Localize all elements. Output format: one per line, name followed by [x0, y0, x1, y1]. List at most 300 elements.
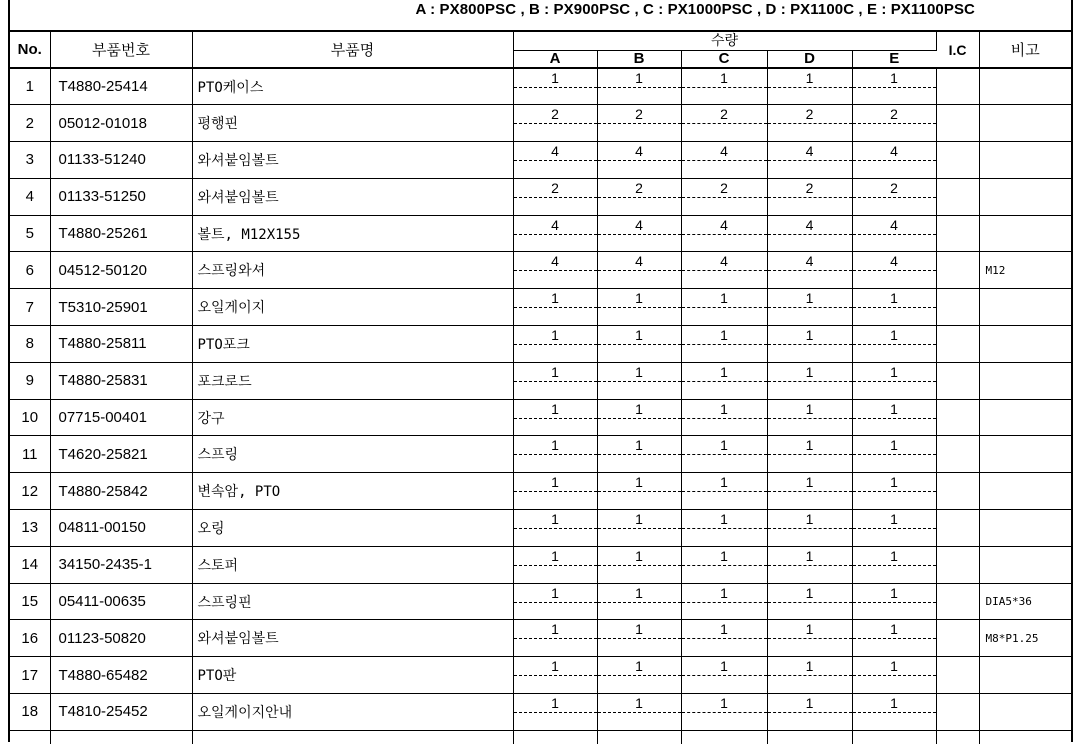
qty-cell-e — [852, 178, 936, 215]
header-quantity: 수량 — [513, 32, 936, 50]
part-number: 04811-00150 — [50, 510, 192, 547]
ic-cell — [936, 178, 979, 215]
qty-cell-b — [597, 178, 681, 215]
part-number: 34150-2435-1 — [50, 546, 192, 583]
table-row — [10, 215, 1071, 252]
qty-value-d: 1 — [768, 658, 852, 676]
row-number: 9 — [10, 362, 50, 399]
part-number: T4880-25414 — [50, 68, 192, 105]
part-number: 01133-51250 — [50, 178, 192, 215]
qty-value-c: 1 — [682, 585, 767, 603]
part-number: T5310-25901 — [50, 289, 192, 326]
header-qty-e: E — [852, 50, 936, 68]
part-name: 강구 — [192, 399, 513, 436]
qty-value-c: 2 — [682, 106, 767, 124]
qty-cell-c — [681, 252, 767, 289]
qty-value-e: 1 — [853, 474, 936, 492]
qty-cell-d — [767, 657, 852, 694]
table-row — [10, 105, 1071, 142]
part-name: 변속암, PTO — [192, 473, 513, 510]
qty-value-e: 1 — [853, 70, 936, 88]
qty-value-a: 1 — [514, 621, 597, 639]
qty-value-a: 1 — [514, 585, 597, 603]
qty-cell-a — [513, 694, 597, 731]
qty-value-b: 1 — [598, 695, 681, 713]
table-row — [10, 289, 1071, 326]
header-no: No. — [10, 32, 50, 68]
row-number: 7 — [10, 289, 50, 326]
qty-value-c: 1 — [682, 511, 767, 529]
ic-cell — [936, 68, 979, 105]
part-number: T4880-25811 — [50, 326, 192, 363]
parts-table-body — [10, 68, 1071, 744]
part-name: PTO케이스 — [192, 68, 513, 105]
table-row — [10, 620, 1071, 657]
qty-value-b: 1 — [598, 621, 681, 639]
qty-cell-b — [597, 583, 681, 620]
part-name: 스토퍼 — [192, 546, 513, 583]
qty-value-e: 1 — [853, 327, 936, 345]
part-name: 오일게이지안내 — [192, 694, 513, 731]
remark-cell — [979, 105, 1071, 142]
table-row — [10, 399, 1071, 436]
qty-value-a: 1 — [514, 658, 597, 676]
qty-cell-e — [852, 620, 936, 657]
qty-cell-c — [681, 694, 767, 731]
row-number: 3 — [10, 142, 50, 179]
qty-value-d: 2 — [768, 106, 852, 124]
qty-value-d: 1 — [768, 364, 852, 382]
qty-cell-c — [681, 68, 767, 105]
qty-cell-a — [513, 436, 597, 473]
qty-value-d: 4 — [768, 217, 852, 235]
qty-cell-e — [852, 657, 936, 694]
qty-cell-e — [852, 436, 936, 473]
table-row — [10, 362, 1071, 399]
qty-cell-c — [681, 546, 767, 583]
remark-cell — [979, 473, 1071, 510]
qty-cell-a — [513, 362, 597, 399]
remark-cell: M12 — [979, 252, 1071, 289]
qty-value-c: 4 — [682, 143, 767, 161]
table-row — [10, 657, 1071, 694]
part-number: 04512-50120 — [50, 252, 192, 289]
table-row — [10, 68, 1071, 105]
part-number: 05411-00635 — [50, 583, 192, 620]
qty-cell-c — [681, 620, 767, 657]
qty-value-e: 1 — [853, 401, 936, 419]
qty-cell-d — [767, 142, 852, 179]
ic-cell — [936, 142, 979, 179]
qty-cell-b — [597, 399, 681, 436]
qty-value-a: 1 — [514, 290, 597, 308]
table-row — [10, 326, 1071, 363]
qty-value-b: 1 — [598, 511, 681, 529]
qty-cell-e — [852, 326, 936, 363]
qty-value-c: 1 — [682, 437, 767, 455]
row-number: 6 — [10, 252, 50, 289]
qty-value-a: 4 — [514, 143, 597, 161]
qty-cell-b — [597, 436, 681, 473]
qty-cell-c — [681, 473, 767, 510]
qty-cell-b — [597, 362, 681, 399]
remark-cell — [979, 546, 1071, 583]
qty-cell-a — [513, 105, 597, 142]
part-number: 05012-01018 — [50, 105, 192, 142]
qty-cell-d — [767, 399, 852, 436]
part-number: 01123-50820 — [50, 620, 192, 657]
table-row — [10, 473, 1071, 510]
qty-cell-e — [852, 289, 936, 326]
qty-cell-c — [681, 362, 767, 399]
qty-value-d: 2 — [768, 180, 852, 198]
qty-value-d: 1 — [768, 70, 852, 88]
qty-cell-c — [681, 215, 767, 252]
qty-cell-b — [597, 252, 681, 289]
qty-value-a: 2 — [514, 180, 597, 198]
qty-value-e: 1 — [853, 695, 936, 713]
qty-cell-d — [767, 68, 852, 105]
qty-value-d: 1 — [768, 621, 852, 639]
qty-value-e: 1 — [853, 548, 936, 566]
ic-cell — [936, 362, 979, 399]
qty-cell-b — [597, 473, 681, 510]
row-number: 16 — [10, 620, 50, 657]
part-name: 스프링와셔 — [192, 252, 513, 289]
part-name: 포크로드 — [192, 362, 513, 399]
qty-cell-e — [852, 694, 936, 731]
table-row — [10, 142, 1071, 179]
qty-cell-a — [513, 289, 597, 326]
part-name: 오링 — [192, 510, 513, 547]
qty-cell-e — [852, 215, 936, 252]
row-number: 13 — [10, 510, 50, 547]
qty-cell-c — [681, 178, 767, 215]
qty-value-b: 4 — [598, 143, 681, 161]
part-name: PTO판 — [192, 657, 513, 694]
row-number: 17 — [10, 657, 50, 694]
qty-value-a: 1 — [514, 548, 597, 566]
qty-cell-a — [513, 142, 597, 179]
qty-cell-c — [681, 326, 767, 363]
qty-value-b: 2 — [598, 180, 681, 198]
qty-value-a: 1 — [514, 327, 597, 345]
remark-cell — [979, 436, 1071, 473]
ic-cell — [936, 657, 979, 694]
header-part-name: 부품명 — [192, 32, 513, 68]
qty-cell-e — [852, 252, 936, 289]
ic-cell — [936, 326, 979, 363]
qty-value-d: 4 — [768, 253, 852, 271]
part-number: T4810-25452 — [50, 694, 192, 731]
qty-cell-e — [852, 105, 936, 142]
header-ic: I.C — [936, 32, 979, 68]
table-row — [10, 178, 1071, 215]
qty-cell-c — [681, 583, 767, 620]
row-number: 8 — [10, 326, 50, 363]
part-number: T4880-25261 — [50, 215, 192, 252]
qty-value-b: 1 — [598, 364, 681, 382]
qty-value-c: 1 — [682, 474, 767, 492]
qty-cell-d — [767, 178, 852, 215]
qty-cell-e — [852, 362, 936, 399]
qty-cell-e — [852, 583, 936, 620]
qty-value-d: 1 — [768, 401, 852, 419]
qty-cell-a — [513, 546, 597, 583]
qty-value-a: 1 — [514, 364, 597, 382]
table-row — [10, 546, 1071, 583]
qty-value-d: 1 — [768, 548, 852, 566]
model-legend-text: A : PX800PSC , B : PX900PSC , C : PX1000PSC , D : PX1100C , E : PX1100PSC — [415, 1, 975, 18]
qty-value-c: 1 — [682, 364, 767, 382]
part-name: 와셔붙임볼트 — [192, 178, 513, 215]
ic-cell — [936, 105, 979, 142]
qty-cell-a — [513, 252, 597, 289]
header-part-number: 부품번호 — [50, 32, 192, 68]
qty-value-c: 1 — [682, 658, 767, 676]
part-number: T4880-25842 — [50, 473, 192, 510]
qty-value-c: 1 — [682, 695, 767, 713]
part-name: 스프링핀 — [192, 583, 513, 620]
ic-cell — [936, 620, 979, 657]
qty-cell-d — [767, 583, 852, 620]
qty-cell-d — [767, 620, 852, 657]
qty-cell-c — [681, 289, 767, 326]
ic-cell — [936, 510, 979, 547]
qty-value-a: 1 — [514, 511, 597, 529]
ic-cell — [936, 473, 979, 510]
qty-cell-c — [681, 436, 767, 473]
qty-cell-a — [513, 620, 597, 657]
part-name: 볼트, M12X155 — [192, 215, 513, 252]
ic-cell — [936, 252, 979, 289]
qty-value-a: 1 — [514, 437, 597, 455]
qty-cell-b — [597, 68, 681, 105]
row-number: 15 — [10, 583, 50, 620]
qty-value-d: 1 — [768, 474, 852, 492]
remark-cell — [979, 326, 1071, 363]
qty-cell-a — [513, 399, 597, 436]
qty-value-b: 4 — [598, 253, 681, 271]
qty-cell-d — [767, 362, 852, 399]
qty-value-e: 1 — [853, 585, 936, 603]
qty-value-b: 2 — [598, 106, 681, 124]
remark-cell — [979, 68, 1071, 105]
qty-value-d: 1 — [768, 511, 852, 529]
ic-cell — [936, 215, 979, 252]
qty-value-e: 2 — [853, 180, 936, 198]
qty-cell-e — [852, 473, 936, 510]
qty-value-d: 1 — [768, 327, 852, 345]
qty-value-a: 4 — [514, 217, 597, 235]
part-name: 와셔붙임볼트 — [192, 142, 513, 179]
qty-cell-b — [597, 142, 681, 179]
qty-cell-b — [597, 215, 681, 252]
qty-value-e: 1 — [853, 437, 936, 455]
row-number: 10 — [10, 399, 50, 436]
qty-cell-e — [852, 399, 936, 436]
table-row — [10, 436, 1071, 473]
remark-cell — [979, 510, 1071, 547]
header-qty-c: C — [681, 50, 767, 68]
qty-cell-a — [513, 326, 597, 363]
header-qty-b: B — [597, 50, 681, 68]
qty-value-c: 4 — [682, 253, 767, 271]
qty-cell-c — [681, 142, 767, 179]
qty-value-b: 4 — [598, 217, 681, 235]
remark-cell — [979, 142, 1071, 179]
qty-value-e: 1 — [853, 364, 936, 382]
qty-cell-c — [681, 510, 767, 547]
qty-cell-c — [681, 657, 767, 694]
remark-cell — [979, 289, 1071, 326]
qty-cell-a — [513, 215, 597, 252]
part-number: T4880-65482 — [50, 657, 192, 694]
qty-cell-b — [597, 694, 681, 731]
qty-cell-d — [767, 473, 852, 510]
part-name: 평행핀 — [192, 105, 513, 142]
row-number: 11 — [10, 436, 50, 473]
qty-value-d: 1 — [768, 695, 852, 713]
remark-cell — [979, 178, 1071, 215]
parts-table — [10, 32, 1071, 744]
row-number: 18 — [10, 694, 50, 731]
qty-value-a: 2 — [514, 106, 597, 124]
qty-cell-c — [681, 399, 767, 436]
qty-value-e: 2 — [853, 106, 936, 124]
remark-cell: DIA5*36 — [979, 583, 1071, 620]
qty-cell-d — [767, 326, 852, 363]
ic-cell — [936, 694, 979, 731]
qty-cell-d — [767, 105, 852, 142]
qty-cell-a — [513, 510, 597, 547]
ic-cell — [936, 546, 979, 583]
qty-value-b: 1 — [598, 474, 681, 492]
qty-value-e: 4 — [853, 217, 936, 235]
qty-cell-b — [597, 289, 681, 326]
qty-value-e: 4 — [853, 143, 936, 161]
part-name: 오일게이지 — [192, 289, 513, 326]
qty-cell-a — [513, 657, 597, 694]
qty-value-c: 1 — [682, 290, 767, 308]
qty-value-c: 4 — [682, 217, 767, 235]
qty-cell-d — [767, 436, 852, 473]
row-number: 2 — [10, 105, 50, 142]
qty-cell-e — [852, 68, 936, 105]
table-row — [10, 583, 1071, 620]
qty-value-e: 4 — [853, 253, 936, 271]
qty-value-a: 1 — [514, 695, 597, 713]
qty-cell-b — [597, 620, 681, 657]
qty-value-b: 1 — [598, 327, 681, 345]
qty-value-b: 1 — [598, 401, 681, 419]
ic-cell — [936, 583, 979, 620]
qty-value-b: 1 — [598, 290, 681, 308]
remark-cell — [979, 399, 1071, 436]
qty-value-b: 1 — [598, 658, 681, 676]
part-name: PTO포크 — [192, 326, 513, 363]
part-name: 스프링 — [192, 436, 513, 473]
qty-value-c: 1 — [682, 621, 767, 639]
header-qty-a: A — [513, 50, 597, 68]
remark-cell — [979, 362, 1071, 399]
qty-value-a: 1 — [514, 70, 597, 88]
qty-cell-e — [852, 546, 936, 583]
model-legend — [10, 0, 1071, 32]
part-number: T4620-25821 — [50, 436, 192, 473]
parts-list-page — [8, 0, 1073, 742]
ic-cell — [936, 399, 979, 436]
row-number: 12 — [10, 473, 50, 510]
qty-cell-a — [513, 583, 597, 620]
qty-cell-e — [852, 510, 936, 547]
qty-cell-c — [681, 105, 767, 142]
qty-cell-b — [597, 105, 681, 142]
table-row — [10, 694, 1071, 731]
row-number: 1 — [10, 68, 50, 105]
table-row — [10, 252, 1071, 289]
qty-cell-b — [597, 657, 681, 694]
part-name: 와셔붙임볼트 — [192, 620, 513, 657]
qty-cell-b — [597, 326, 681, 363]
qty-value-d: 1 — [768, 437, 852, 455]
qty-cell-d — [767, 510, 852, 547]
qty-value-d: 1 — [768, 585, 852, 603]
qty-value-c: 1 — [682, 401, 767, 419]
qty-cell-d — [767, 546, 852, 583]
qty-value-e: 1 — [853, 658, 936, 676]
qty-value-a: 4 — [514, 253, 597, 271]
qty-value-c: 2 — [682, 180, 767, 198]
qty-value-d: 1 — [768, 290, 852, 308]
qty-cell-a — [513, 178, 597, 215]
qty-value-e: 1 — [853, 621, 936, 639]
part-number: T4880-25831 — [50, 362, 192, 399]
qty-value-b: 1 — [598, 437, 681, 455]
qty-cell-d — [767, 215, 852, 252]
qty-value-b: 1 — [598, 548, 681, 566]
qty-value-a: 1 — [514, 401, 597, 419]
qty-cell-e — [852, 142, 936, 179]
qty-value-e: 1 — [853, 511, 936, 529]
qty-cell-a — [513, 68, 597, 105]
qty-value-b: 1 — [598, 70, 681, 88]
row-number: 14 — [10, 546, 50, 583]
header-remark: 비고 — [979, 32, 1071, 68]
remark-cell — [979, 694, 1071, 731]
remark-cell — [979, 215, 1071, 252]
row-number: 4 — [10, 178, 50, 215]
qty-value-e: 1 — [853, 290, 936, 308]
ic-cell — [936, 436, 979, 473]
qty-cell-d — [767, 694, 852, 731]
ic-cell — [936, 289, 979, 326]
qty-cell-b — [597, 546, 681, 583]
qty-value-c: 1 — [682, 327, 767, 345]
qty-cell-d — [767, 289, 852, 326]
part-number: 01133-51240 — [50, 142, 192, 179]
qty-cell-a — [513, 473, 597, 510]
remark-cell — [979, 657, 1071, 694]
remark-cell: M8*P1.25 — [979, 620, 1071, 657]
qty-value-c: 1 — [682, 548, 767, 566]
qty-cell-d — [767, 252, 852, 289]
part-number: 07715-00401 — [50, 399, 192, 436]
header-qty-d: D — [767, 50, 852, 68]
qty-value-c: 1 — [682, 70, 767, 88]
qty-value-b: 1 — [598, 585, 681, 603]
qty-cell-b — [597, 510, 681, 547]
